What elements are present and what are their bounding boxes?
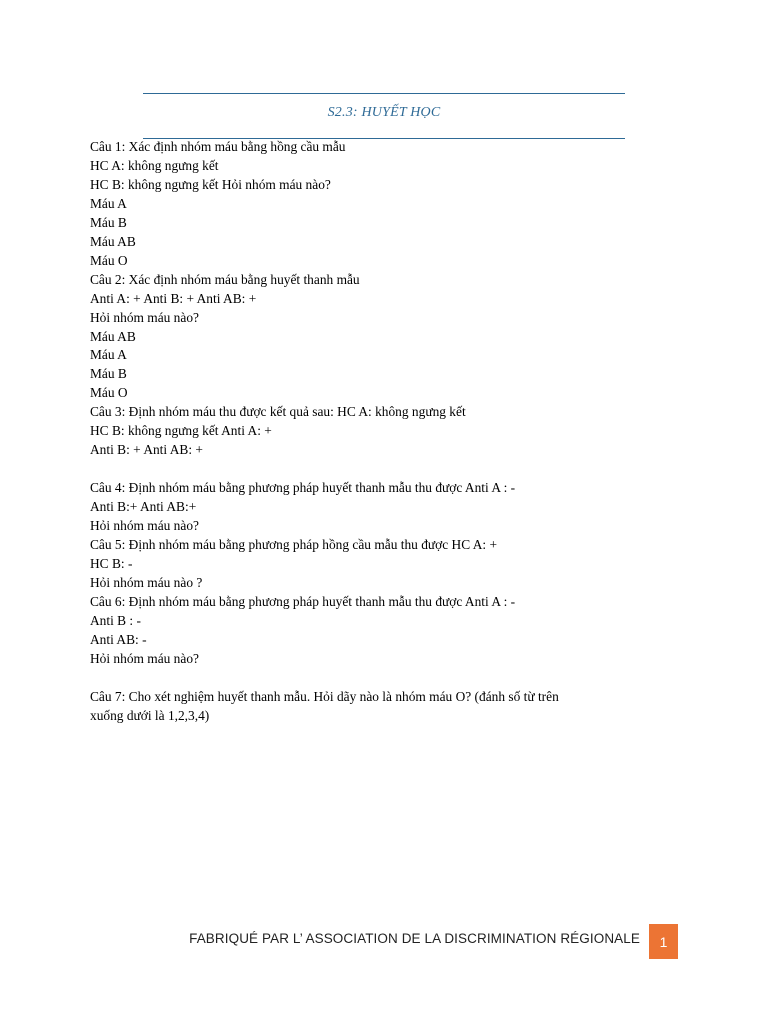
- text-line: Máu A: [90, 195, 127, 211]
- text-line: Máu AB: [90, 233, 136, 249]
- text-line: HC B: không ngưng kết Hỏi nhóm máu nào?: [90, 176, 331, 192]
- text-line: Máu B: [90, 214, 127, 230]
- text-line: Anti AB: -: [90, 631, 147, 647]
- text-line: Máu B: [90, 366, 127, 382]
- text-line: Anti B : -: [90, 612, 141, 628]
- blank-line: [90, 460, 590, 479]
- text-line: Máu AB: [90, 328, 136, 344]
- blank-line: [90, 669, 590, 688]
- footer-text: FABRIQUÉ PAR L’ ASSOCIATION DE LA DISCRIMINATION RÉGIONALE: [189, 931, 640, 946]
- text-line: xuống dưới là 1,2,3,4): [90, 707, 210, 723]
- page-number: 1: [659, 933, 668, 950]
- text-line: Hỏi nhóm máu nào?: [90, 518, 199, 534]
- text-line: Anti B:+ Anti AB:+: [90, 499, 197, 515]
- text-line: Câu 7: Cho xét nghiệm huyết thanh mẫu. Hỏi dãy nào là nhóm máu O? (đánh số từ trên: [90, 688, 559, 704]
- text-line: HC B: không ngưng kết Anti A: +: [90, 423, 272, 439]
- text-line: Anti A: + Anti B: + Anti AB: +: [90, 290, 257, 306]
- text-line: Hỏi nhóm máu nào?: [90, 650, 199, 666]
- header-rule-top: [143, 93, 625, 94]
- text-line: Câu 3: Định nhóm máu thu được kết quả sau: HC A: không ngưng kết: [90, 404, 466, 420]
- text-line: Máu A: [90, 347, 127, 363]
- text-line: Câu 4: Định nhóm máu bằng phương pháp huyết thanh mẫu thu được Anti A : -: [90, 480, 516, 496]
- text-line: HC B: -: [90, 555, 133, 571]
- text-line: Câu 2: Xác định nhóm máu bằng huyết thanh mẫu: [90, 271, 360, 287]
- text-line: HC A: không ngưng kết: [90, 157, 219, 173]
- text-line: Câu 1: Xác định nhóm máu bằng hồng cầu mẫu: [90, 139, 346, 154]
- text-line: Hỏi nhóm máu nào?: [90, 309, 199, 325]
- page-number-badge: [649, 924, 678, 959]
- section-title: S2.3: HUYẾT HỌC: [327, 105, 441, 120]
- text-line: Máu O: [90, 385, 128, 401]
- text-line: Máu O: [90, 252, 128, 268]
- document-body: [90, 138, 590, 726]
- text-line: Câu 6: Định nhóm máu bằng phương pháp huyết thanh mẫu thu được Anti A : -: [90, 593, 516, 609]
- text-line: Anti B: + Anti AB: +: [90, 442, 203, 458]
- text-line: Câu 5: Định nhóm máu bằng phương pháp hồng cầu mẫu thu được HC A: +: [90, 537, 498, 552]
- text-line: Hỏi nhóm máu nào ?: [90, 574, 203, 590]
